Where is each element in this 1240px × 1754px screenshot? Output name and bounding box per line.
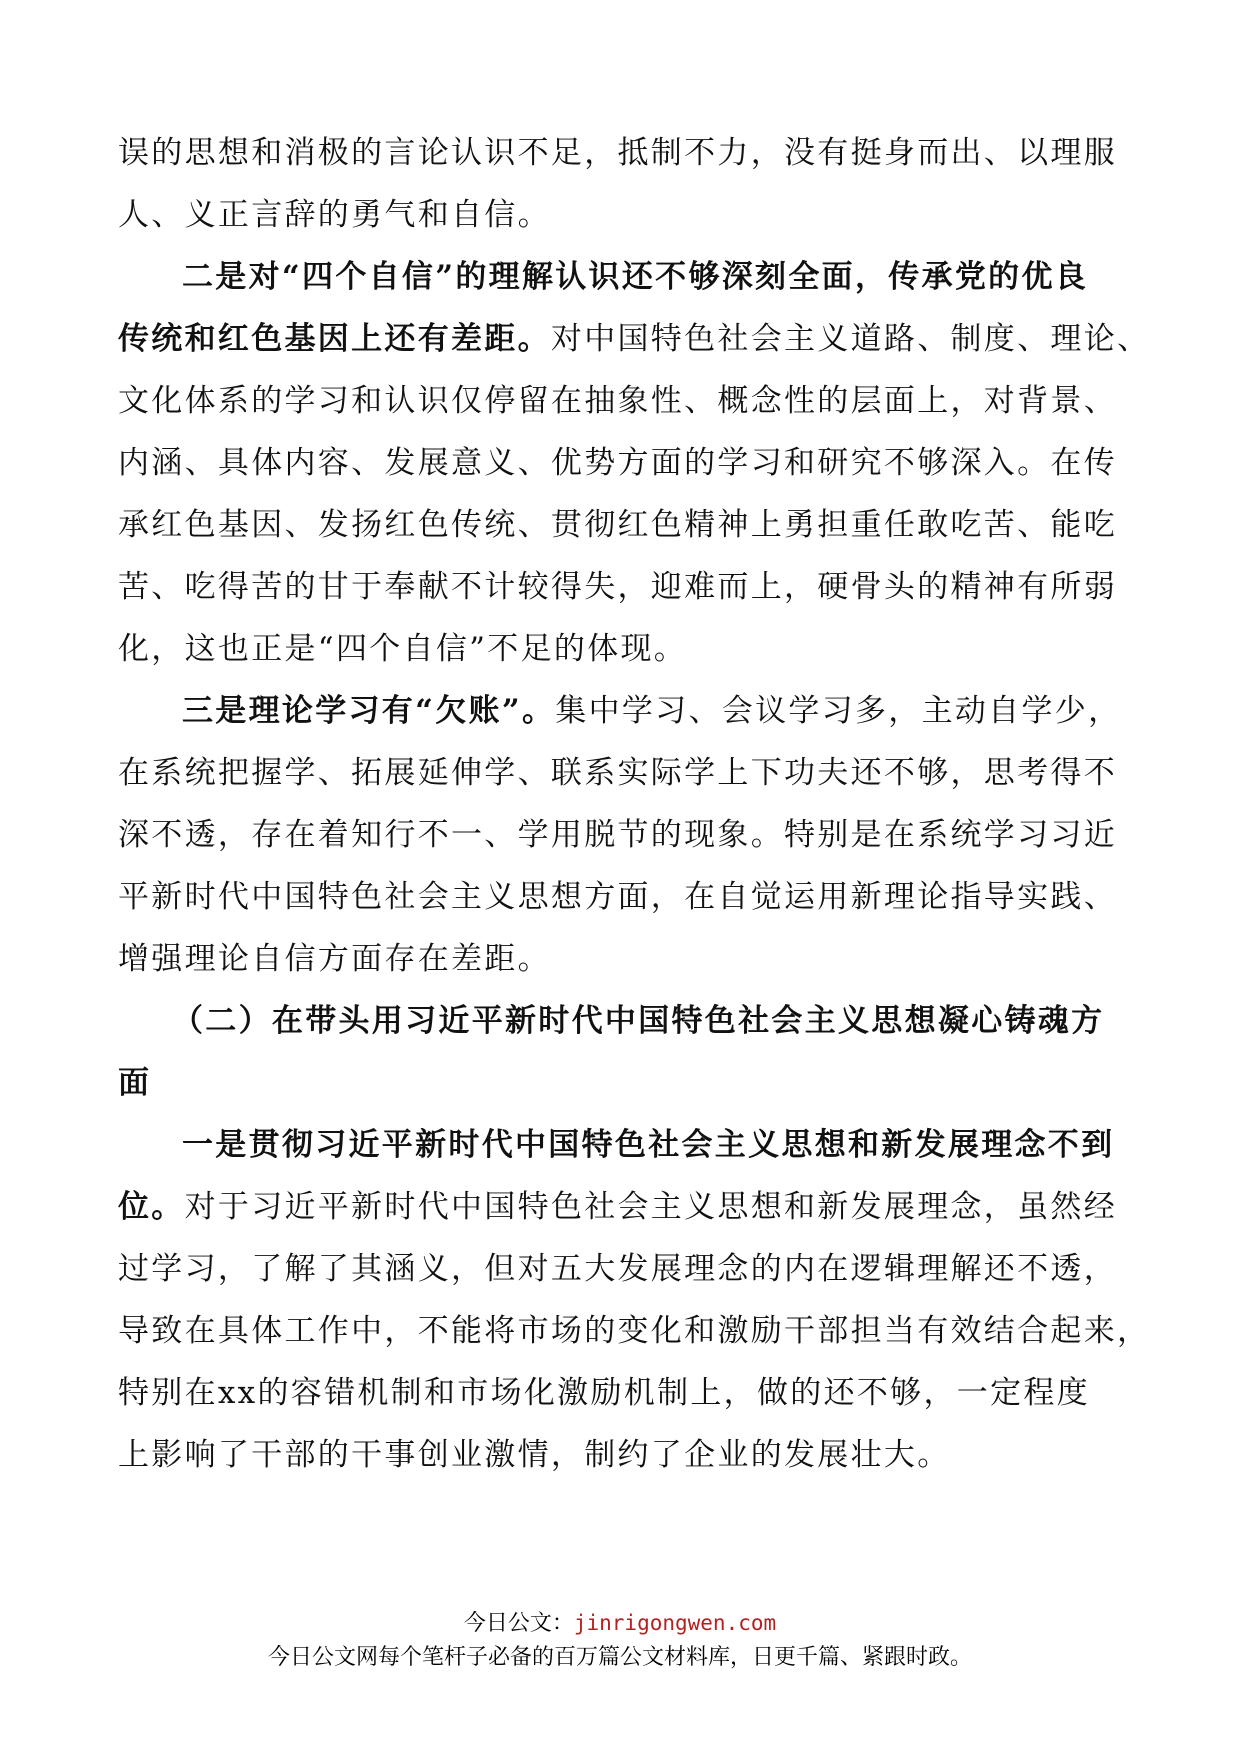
text-line <box>118 308 1151 370</box>
text-line: 平新时代中国特色社会主义思想方面，在自觉运用新理论指导实践、 <box>118 879 1117 915</box>
text-line: 人、义正言辞的勇气和自信。 <box>118 197 551 233</box>
section-heading-line: （二）在带头用习近平新时代中国特色社会主义思想凝心铸魂方 <box>172 1003 1105 1039</box>
section-heading-line: 面 <box>118 1065 152 1101</box>
text-line: 苦、吃得苦的甘于奉献不计较得失，迎难而上，硬骨头的精神有所弱 <box>118 569 1117 605</box>
paragraph-lead-bold: 三是理论学习有“欠账”。 <box>182 693 556 729</box>
text-line: 承红色基因、发扬红色传统、贯彻红色精神上勇担重任敢吃苦、能吃 <box>118 507 1117 543</box>
text-line: 过学习，了解了其涵义，但对五大发展理念的内在逻辑理解还不透， <box>118 1251 1117 1287</box>
paragraph-lead-bold: 二是对“四个自信”的理解认识还不够深刻全面，传承党的优良 <box>182 259 1089 295</box>
text-line: 上影响了干部的干事创业激情，制约了企业的发展壮大。 <box>118 1437 951 1473</box>
text-line: 在系统把握学、拓展延伸学、联系实际学上下功夫还不够，思考得不 <box>118 755 1117 791</box>
footer-label: 今日公文： <box>463 1611 574 1636</box>
text-line: 误的思想和消极的言论认识不足，抵制不力，没有挺身而出、以理服 <box>118 135 1117 171</box>
text-line: 导致在具体工作中，不能将市场的变化和激励干部担当有效结合起来， <box>118 1313 1151 1349</box>
paragraph-continued <box>118 122 1118 246</box>
footer-slogan: 今日公文网每个笔杆子必备的百万篇公文材料库，日更千篇、紧跟时政。 <box>267 1645 972 1670</box>
text-line: 特别在xx的容错机制和市场化激励机制上，做的还不够，一定程度 <box>118 1375 1090 1411</box>
text-line: 深不透，存在着知行不一、学用脱节的现象。特别是在系统学习习近 <box>118 817 1117 853</box>
paragraph-new-development <box>118 1114 1151 1486</box>
text-line: 化，这也正是“四个自信”不足的体现。 <box>118 631 688 667</box>
text-line: 文化体系的学习和认识仅停留在抽象性、概念性的层面上，对背景、 <box>118 383 1117 419</box>
text-span: 对于习近平新时代中国特色社会主义思想和新发展理念，虽然经 <box>184 1189 1118 1225</box>
paragraph-theory-study <box>118 680 1122 990</box>
footer-source <box>0 1608 1240 1639</box>
paragraph-lead-bold: 一是贯彻习近平新时代中国特色社会主义思想和新发展理念不到 <box>182 1127 1115 1163</box>
text-span: 对中国特色社会主义道路、制度、理论、 <box>550 321 1151 357</box>
footer-url-link[interactable]: jinrigongwen.com <box>573 1611 777 1635</box>
text-line: 内涵、具体内容、发展意义、优势方面的学习和研究不够深入。在传 <box>118 445 1117 481</box>
paragraph-lead-bold: 传统和红色基因上还有差距。 <box>118 321 551 357</box>
paragraph-lead-bold: 位。 <box>118 1189 185 1225</box>
text-line: 增强理论自信方面存在差距。 <box>118 941 551 977</box>
section-heading <box>118 990 1118 1114</box>
document-body <box>118 122 1151 1486</box>
text-line <box>118 1176 1118 1238</box>
text-line <box>118 680 1122 742</box>
text-span: 集中学习、会议学习多，主动自学少， <box>555 693 1122 729</box>
paragraph-four-confidences <box>118 246 1151 680</box>
